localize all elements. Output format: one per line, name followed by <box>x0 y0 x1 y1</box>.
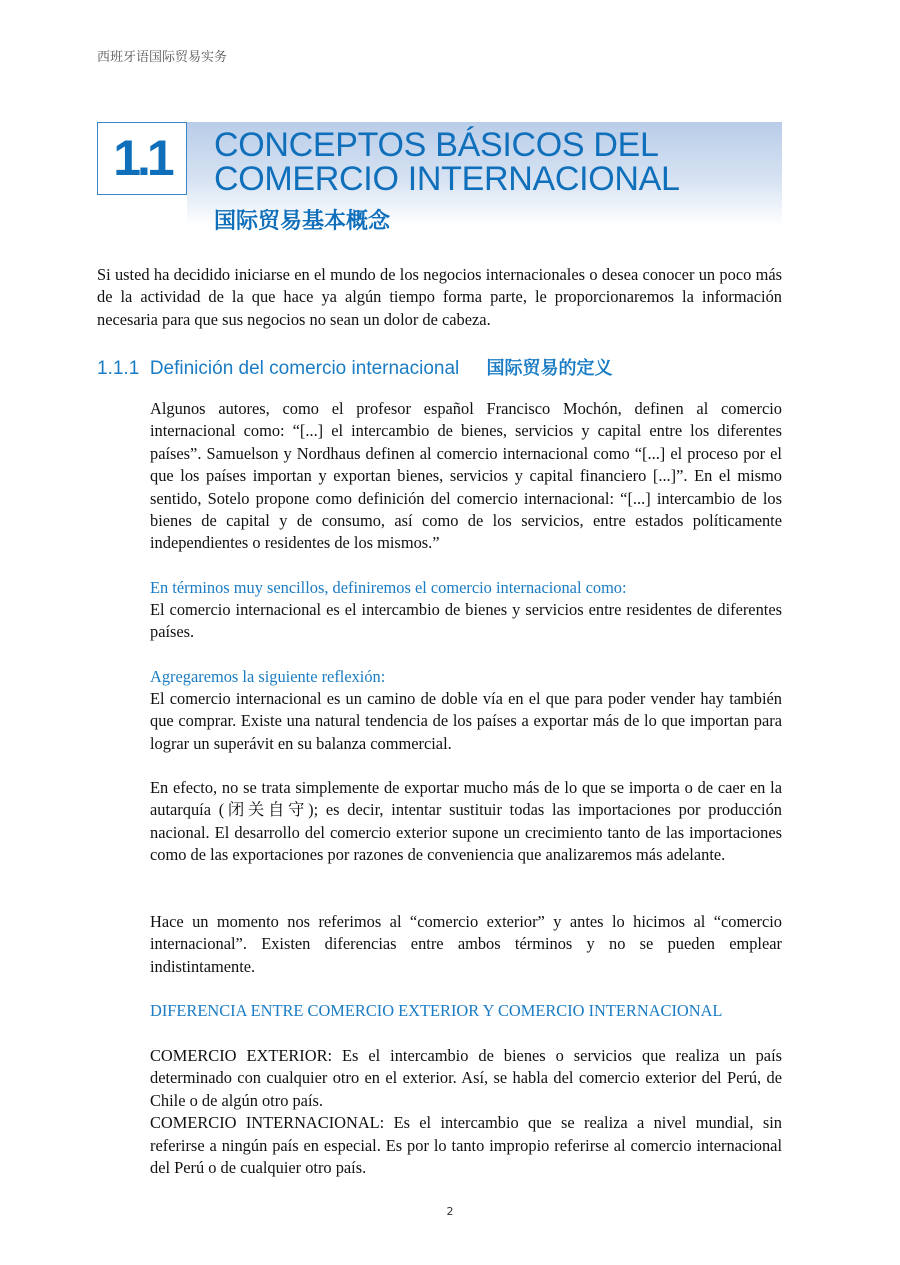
subsection-number: 1.1.1 <box>97 358 140 379</box>
subsection-title-zh: 国际贸易的定义 <box>486 358 613 379</box>
section-title-line1: CONCEPTOS BÁSICOS DEL <box>214 126 659 164</box>
section-title <box>214 128 680 196</box>
section-title-line2: COMERCIO INTERNACIONAL <box>214 160 680 198</box>
section-number: 1.1 <box>97 122 187 195</box>
definitions-block <box>150 1045 782 1179</box>
paragraph: El comercio internacional es el intercambio de bienes y servicios entre residentes de diferentes países. <box>150 600 782 642</box>
section-title-zh: 国际贸易基本概念 <box>214 209 391 234</box>
page-number: 2 <box>446 1205 454 1218</box>
paragraph: Hace un momento nos referimos al “comercio exterior” y antes lo hicimos al “comercio internacional”. Existen diferencias entre ambos términos y no se pueden emplear indistintamente. <box>150 912 782 976</box>
running-header: 西班牙语国际贸易实务 <box>97 50 228 65</box>
paragraph: COMERCIO EXTERIOR: Es el intercambio de bienes o servicios que realiza un país determinado con cualquier otro en el exterior. Así, se habla del comercio exterior del Perú, de Chile o de algún otro país. <box>150 1046 782 1110</box>
subsection-title: Definición del comercio internacional <box>149 358 460 379</box>
paragraph: El comercio internacional es un camino de doble vía en el que para poder vender hay también que comprar. Existe una natural tendencia de los países a exportar más de lo que importan para lograr un superávit en su balanza commercial. <box>150 689 782 753</box>
difference-heading: DIFERENCIA ENTRE COMERCIO EXTERIOR Y COMERCIO INTERNACIONAL <box>150 1001 723 1020</box>
paragraph: En efecto, no se trata simplemente de exportar mucho más de lo que se importa o de caer en la autarquía (闭关自守); es decir, intentar sustituir todas las importaciones por producción nacional. El desarrollo del comercio exterior supone un crecimiento tanto de las importaciones como de las exportaciones por razones de conveniencia que analizaremos más adelante. <box>150 778 782 865</box>
highlight-label: Agregaremos la siguiente reflexión: <box>150 667 386 686</box>
intro-paragraph: Si usted ha decidido iniciarse en el mundo de los negocios internacionales o desea conocer un poco más de la actividad de la que hace ya algún tiempo forma parte, le proporcionaremos la información necesaria para que sus negocios no sean un dolor de cabeza. <box>97 265 782 329</box>
subsection-heading <box>97 354 613 380</box>
paragraph: COMERCIO INTERNACIONAL: Es el intercambio que se realiza a nivel mundial, sin referirse a ningún país en especial. Es por lo tanto impropio referirse al comercio internacional del Perú o de cualquier otro país. <box>150 1113 782 1178</box>
paragraph: Algunos autores, como el profesor español Francisco Mochón, definen al comercio internacional como: “[...] el intercambio de bienes, servicios y capital entre los diferentes países”. Samuelson y Nordhaus definen al comercio internacional como “[...] el proceso por el que los países importan y exportan bienes, servicios y capital financiero [...]”. En el mismo sentido, Sotelo propone como definición del comercio internacional: “[...] intercambio de los bienes de capital y de consumo, así como de los servicios, entre estados políticamente independientes o residentes de los mismos.” <box>150 399 782 553</box>
highlight-label: En términos muy sencillos, definiremos el comercio internacional como: <box>150 578 627 597</box>
